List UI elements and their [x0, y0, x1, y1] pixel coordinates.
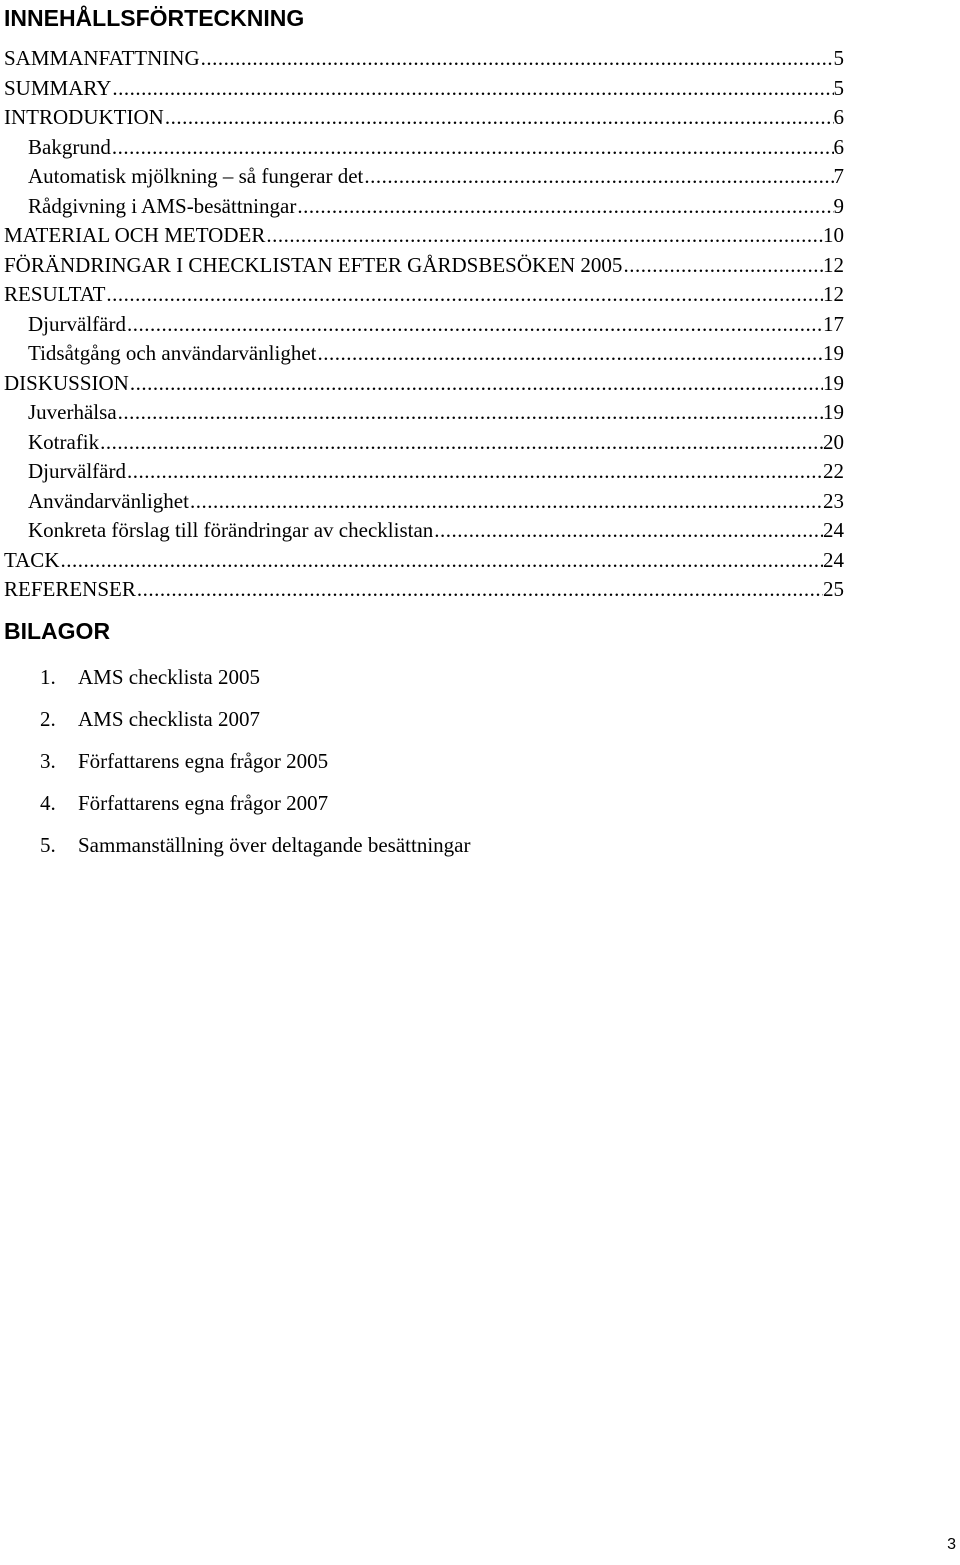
toc-title: INNEHÅLLSFÖRTECKNING	[4, 5, 305, 31]
toc-entry-page: 19	[823, 370, 844, 395]
toc-entry[interactable]	[4, 369, 844, 399]
toc-entry[interactable]	[4, 280, 844, 310]
toc-entry[interactable]	[4, 516, 844, 546]
appendix-item-label: AMS checklista 2005	[78, 665, 260, 689]
toc-entry[interactable]	[4, 546, 844, 576]
toc-entry[interactable]	[4, 133, 844, 163]
toc-entry-page: 24	[823, 547, 844, 572]
toc-entry[interactable]	[4, 428, 844, 458]
toc-entry-page: 19	[823, 341, 844, 365]
appendix-item-label: Sammanställning över deltagande besättningar	[78, 833, 471, 857]
appendix-list	[40, 656, 470, 866]
toc-entry[interactable]	[4, 251, 844, 281]
toc-entry-label: Bakgrund	[28, 134, 111, 159]
toc-entry-label: Kotrafik	[28, 429, 100, 454]
appendix-item-label: Författarens egna frågor 2007	[78, 791, 329, 815]
toc-dot-leader	[296, 192, 833, 222]
toc-dot-leader	[126, 310, 823, 340]
toc-entry[interactable]	[4, 575, 844, 605]
toc-entry-page: 6	[833, 105, 844, 129]
toc-dot-leader	[317, 339, 824, 369]
toc-entry-page: 12	[823, 282, 844, 306]
toc-entry-label: RESULTAT	[4, 282, 106, 306]
toc-entry[interactable]	[4, 44, 844, 74]
toc-dot-leader	[265, 221, 823, 251]
toc-dot-leader	[111, 133, 834, 163]
toc-entry[interactable]	[4, 398, 844, 428]
toc-entry-label: MATERIAL OCH METODER	[4, 223, 266, 247]
toc-entry-page: 20	[823, 429, 844, 454]
toc-entry-page: 5	[833, 46, 844, 70]
toc-entry-label: FÖRÄNDRINGAR I CHECKLISTAN EFTER GÅRDSBESÖKEN 2005	[4, 252, 623, 277]
toc-entry-page: 12	[823, 252, 844, 277]
toc-entry-label: Användarvänlighet	[28, 488, 189, 513]
toc-dot-leader	[111, 74, 833, 104]
toc-dot-leader	[129, 369, 823, 399]
toc-entry-label: DISKUSSION	[4, 370, 129, 395]
toc-entry-page: 25	[823, 577, 844, 601]
toc-entry-label: Automatisk mjölkning – så fungerar det	[28, 164, 364, 188]
toc-entry-label: SUMMARY	[4, 75, 112, 100]
toc-dot-leader	[105, 280, 823, 310]
toc-entry-page: 10	[823, 223, 844, 247]
toc-entry-page: 22	[823, 459, 844, 483]
toc-entry-label: Tidsåtgång och användarvänlighet	[28, 341, 317, 365]
toc-entry[interactable]	[4, 457, 844, 487]
table-of-contents	[4, 44, 844, 605]
appendix-item	[40, 782, 470, 824]
toc-entry-page: 24	[823, 518, 844, 542]
toc-entry[interactable]	[4, 339, 844, 369]
toc-dot-leader	[117, 398, 823, 428]
toc-entry-page: 7	[833, 164, 844, 188]
toc-entry-page: 19	[823, 400, 844, 424]
toc-dot-leader	[622, 251, 823, 281]
toc-entry[interactable]	[4, 74, 844, 104]
toc-entry-label: SAMMANFATTNING	[4, 46, 200, 70]
toc-entry-page: 5	[833, 75, 844, 100]
toc-entry-label: REFERENSER	[4, 577, 136, 601]
toc-entry[interactable]	[4, 162, 844, 192]
appendix-item-number: 4.	[40, 791, 56, 815]
toc-entry-page: 6	[833, 134, 844, 159]
toc-entry[interactable]	[4, 221, 844, 251]
toc-entry-label: Konkreta förslag till förändringar av checklistan	[28, 518, 434, 542]
toc-entry-page: 23	[823, 488, 844, 513]
toc-entry-label: Juverhälsa	[28, 400, 117, 424]
toc-entry[interactable]	[4, 103, 844, 133]
appendix-item	[40, 656, 470, 698]
toc-dot-leader	[363, 162, 833, 192]
toc-dot-leader	[99, 428, 823, 458]
toc-entry[interactable]	[4, 192, 844, 222]
toc-entry-page: 9	[833, 193, 844, 218]
appendix-item	[40, 740, 470, 782]
toc-dot-leader	[189, 487, 823, 517]
toc-dot-leader	[59, 546, 823, 576]
appendix-item-label: AMS checklista 2007	[78, 707, 260, 731]
appendix-item-number: 5.	[40, 833, 56, 857]
toc-entry[interactable]	[4, 310, 844, 340]
toc-dot-leader	[433, 516, 823, 546]
toc-entry-label: INTRODUKTION	[4, 105, 164, 129]
appendix-item	[40, 698, 470, 740]
appendix-item	[40, 824, 470, 866]
appendix-title: BILAGOR	[4, 618, 111, 644]
toc-entry[interactable]	[4, 487, 844, 517]
toc-dot-leader	[136, 575, 823, 605]
toc-entry-label: Djurvälfärd	[28, 311, 126, 336]
toc-entry-label: TACK	[4, 547, 60, 572]
toc-entry-label: Djurvälfärd	[28, 459, 126, 483]
toc-dot-leader	[200, 44, 834, 74]
appendix-item-number: 3.	[40, 749, 56, 773]
toc-dot-leader	[126, 457, 823, 487]
appendix-item-label: Författarens egna frågor 2005	[78, 749, 329, 773]
appendix-item-number: 1.	[40, 665, 56, 689]
toc-entry-page: 17	[823, 311, 844, 336]
toc-dot-leader	[164, 103, 834, 133]
page-number: 3	[947, 1536, 956, 1553]
appendix-item-number: 2.	[40, 707, 56, 731]
toc-entry-label: Rådgivning i AMS-besättningar	[28, 193, 297, 218]
